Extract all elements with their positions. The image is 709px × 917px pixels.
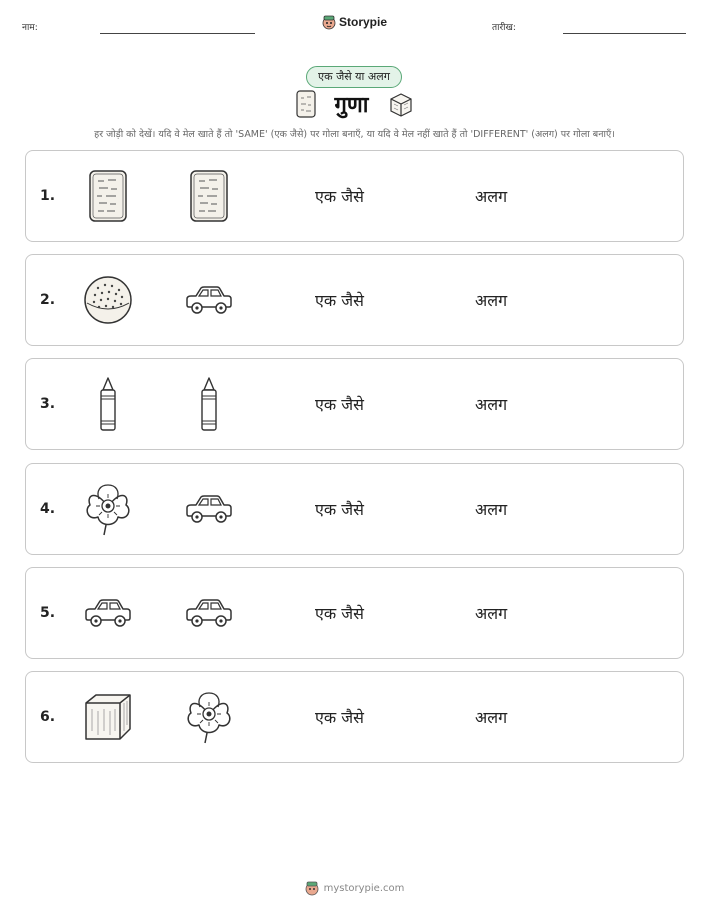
footer-url: mystorypie.com: [323, 882, 405, 894]
question-number: 4.: [40, 500, 56, 517]
question-card: [25, 567, 684, 659]
box-icon: [79, 688, 137, 746]
different-option[interactable]: अलग: [475, 291, 508, 311]
question-card: [25, 671, 684, 763]
crayon-icon: [79, 375, 137, 433]
same-option[interactable]: एक जैसे: [315, 291, 364, 311]
storypie-mascot-icon: [305, 880, 319, 896]
car-icon: [79, 584, 137, 642]
brand-name: Storypie: [339, 15, 388, 29]
question-number: 3.: [40, 396, 56, 413]
question-number: 5.: [40, 604, 56, 621]
question-number: 6.: [40, 709, 56, 725]
crayon-icon: [180, 375, 238, 433]
flower-icon: [180, 688, 238, 746]
different-option[interactable]: अलग: [475, 603, 508, 623]
brand-logo: [322, 14, 387, 30]
same-option[interactable]: एक जैसे: [315, 603, 364, 623]
question-number: 1.: [40, 188, 56, 204]
different-option[interactable]: अलग: [475, 708, 508, 727]
date-line[interactable]: [563, 33, 686, 34]
different-option[interactable]: अलग: [475, 395, 508, 415]
flower-icon: [79, 480, 137, 538]
different-option[interactable]: अलग: [475, 187, 508, 206]
question-card: [25, 254, 684, 346]
different-option[interactable]: अलग: [475, 499, 508, 519]
car-icon: [180, 271, 238, 329]
title-row: [0, 89, 709, 119]
name-label: नाम:: [22, 23, 38, 33]
same-option[interactable]: एक जैसे: [315, 395, 364, 415]
footer: [0, 880, 709, 896]
question-card: [25, 463, 684, 555]
question-card: [25, 150, 684, 242]
storypie-mascot-icon: [322, 14, 336, 30]
car-icon: [180, 584, 238, 642]
car-icon: [180, 480, 238, 538]
biscuit-icon: [180, 167, 238, 225]
same-option[interactable]: एक जैसे: [315, 708, 364, 727]
box-icon: [387, 90, 415, 118]
page-title: गुणा: [334, 93, 369, 118]
biscuit-icon: [295, 89, 317, 119]
date-label: तारीख:: [492, 23, 516, 33]
question-card: [25, 358, 684, 450]
worksheet-badge: एक जैसे या अलग: [306, 66, 402, 88]
same-option[interactable]: एक जैसे: [315, 187, 364, 206]
name-line[interactable]: [100, 33, 255, 34]
question-number: 2.: [40, 292, 56, 309]
instructions: हर जोड़ी को देखें। यदि वे मेल खाते हैं तो 'SAME' (एक जैसे) पर गोला बनाएँ, या यदि वे मेल नहीं खाते हैं तो 'DIFFERENT' (अलग) पर गोला बनाएँ।: [94, 129, 615, 140]
cookie-icon: [79, 271, 137, 329]
same-option[interactable]: एक जैसे: [315, 499, 364, 519]
biscuit-icon: [79, 167, 137, 225]
